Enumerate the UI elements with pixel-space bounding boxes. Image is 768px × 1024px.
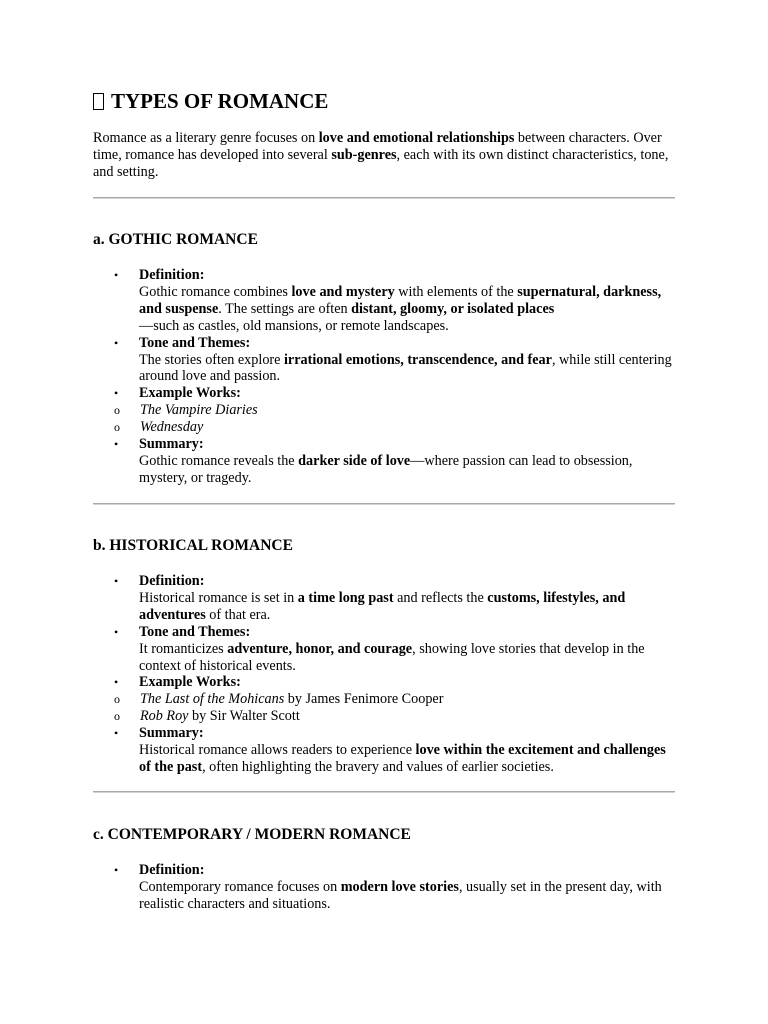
example-work: o The Last of the Mohicans by James Fenimore Cooper: [114, 691, 444, 708]
circle-bullet-icon: o: [114, 709, 120, 724]
item-label: Example Works:: [139, 385, 241, 402]
item-text: Historical romance is set in a time long past and reflects the customs, lifestyles, and adventures of that era.: [139, 589, 626, 623]
bullet-icon: •: [114, 624, 119, 639]
item-text: The stories often explore irrational emotions, transcendence, and fear, while still centering around love and passion.: [139, 351, 672, 385]
item-label: Definition:: [139, 573, 205, 589]
item-label: Definition:: [139, 267, 205, 283]
section-heading-gothic: a. GOTHIC ROMANCE: [93, 231, 258, 248]
list-item-definition: [93, 862, 675, 913]
item-text: Gothic romance reveals the darker side of love—where passion can lead to obsession, mystery, or tragedy.: [139, 452, 633, 486]
bullet-icon: •: [114, 574, 119, 588]
circle-bullet-icon: o: [114, 420, 120, 435]
bullet-icon: •: [114, 268, 119, 282]
divider: [93, 503, 675, 505]
item-text: It romanticizes adventure, honor, and courage, showing love stories that develop in the context of historical events.: [139, 640, 645, 674]
item-text: Contemporary romance focuses on modern love stories, usually set in the present day, with realistic characters and situations.: [139, 878, 662, 912]
bullet-icon: •: [114, 437, 119, 452]
section-heading-historical: b. HISTORICAL ROMANCE: [93, 537, 293, 554]
item-label: Tone and Themes:: [139, 334, 251, 351]
example-works-list: [93, 691, 675, 725]
example-works-list: [93, 402, 675, 436]
list-item-definition: [93, 267, 675, 335]
list-item-examples: [93, 385, 675, 436]
intro-paragraph: Romance as a literary genre focuses on love and emotional relationships between characters. Over time, romance has developed into several sub-genres, each with its own distinct characteristics, tone, and setting.: [93, 130, 669, 180]
bullet-icon: •: [114, 863, 119, 877]
missing-glyph-icon: [93, 93, 104, 110]
contemporary-list: [93, 862, 675, 913]
list-item-examples: [93, 674, 675, 725]
bullet-icon: •: [114, 335, 119, 350]
example-work: o Rob Roy by Sir Walter Scott: [114, 708, 300, 725]
divider: [93, 197, 675, 199]
list-item-tone: [93, 335, 675, 386]
item-label: Definition:: [139, 862, 205, 878]
example-work: o Wednesday: [114, 419, 204, 436]
bullet-icon: •: [114, 675, 119, 690]
gothic-list: [93, 267, 675, 487]
item-label: Tone and Themes:: [139, 623, 251, 640]
item-label: Summary:: [139, 436, 204, 453]
document-title: [93, 88, 328, 114]
bullet-icon: •: [114, 726, 119, 741]
historical-list: [93, 573, 675, 776]
circle-bullet-icon: o: [114, 692, 120, 707]
list-item-summary: [93, 436, 675, 487]
circle-bullet-icon: o: [114, 403, 120, 418]
item-label: Example Works:: [139, 674, 241, 691]
bullet-icon: •: [114, 386, 119, 401]
list-item-summary: [93, 725, 675, 776]
item-label: Summary:: [139, 725, 204, 742]
section-heading-contemporary: c. CONTEMPORARY / MODERN ROMANCE: [93, 826, 411, 843]
item-text: Gothic romance combines love and mystery with elements of the supernatural, darkness, and suspense. The settings are often distant, gloomy, or isolated places —such as castles, old mansions, or remote landscapes.: [139, 283, 662, 334]
divider: [93, 791, 675, 793]
list-item-definition: [93, 573, 675, 624]
example-work: o The Vampire Diaries: [114, 402, 258, 419]
document-title-text: TYPES OF ROMANCE: [111, 89, 329, 113]
item-text: Historical romance allows readers to experience love within the excitement and challenges of the past, often highlighting the bravery and values of earlier societies.: [139, 742, 666, 775]
list-item-tone: [93, 624, 675, 675]
